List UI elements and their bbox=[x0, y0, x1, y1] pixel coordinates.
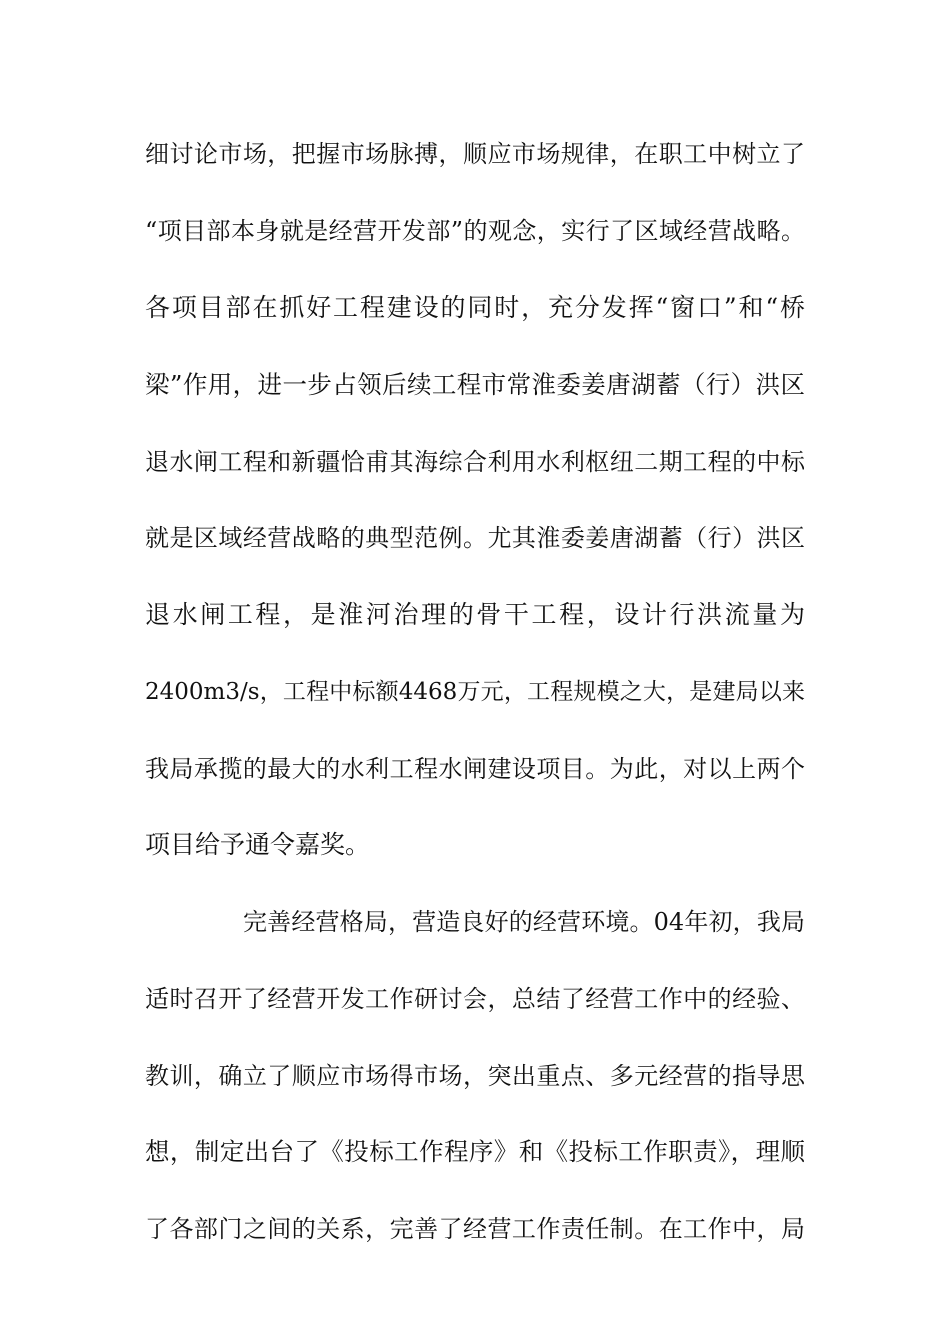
text-line: “项目部本身就是经营开发部”的观念，实行了区域经营战略。 bbox=[145, 217, 805, 245]
text-line: 退水闸工程和新疆恰甫其海综合利用水利枢纽二期工程的中标 bbox=[145, 448, 805, 476]
text-line: 退水闸工程，是淮河治理的骨干工程，设计行洪流量为 bbox=[145, 600, 805, 629]
text-line: 各项目部在抓好工程建设的同时，充分发挥“窗口”和“桥 bbox=[145, 293, 805, 322]
text-line: 了各部门之间的关系，完善了经营工作责任制。在工作中，局 bbox=[145, 1215, 805, 1243]
text-line: 细讨论市场，把握市场脉搏，顺应市场规律，在职工中树立了 bbox=[145, 140, 805, 168]
text-line: 想，制定出台了《投标工作程序》和《投标工作职责》，理顺 bbox=[145, 1137, 805, 1166]
paragraph-first-line: 完善经营格局，营造良好的经营环境。04年初，我局 bbox=[243, 908, 805, 936]
text-line: 我局承揽的最大的水利工程水闸建设项目。为此，对以上两个 bbox=[145, 755, 805, 783]
text-line: 教训，确立了顺应市场得市场，突出重点、多元经营的指导思 bbox=[145, 1062, 805, 1090]
text-line: 适时召开了经营开发工作研讨会，总结了经营工作中的经验、 bbox=[145, 985, 805, 1013]
text-line: 项目给予通令嘉奖。 bbox=[145, 830, 371, 859]
text-line: 2400m3/s，工程中标额4468万元，工程规模之大，是建局以来 bbox=[145, 679, 805, 705]
text-line: 梁”作用，进一步占领后续工程市常淮委姜唐湖蓄（行）洪区 bbox=[145, 370, 805, 399]
text-line: 就是区域经营战略的典型范例。尤其淮委姜唐湖蓄（行）洪区 bbox=[145, 524, 805, 552]
